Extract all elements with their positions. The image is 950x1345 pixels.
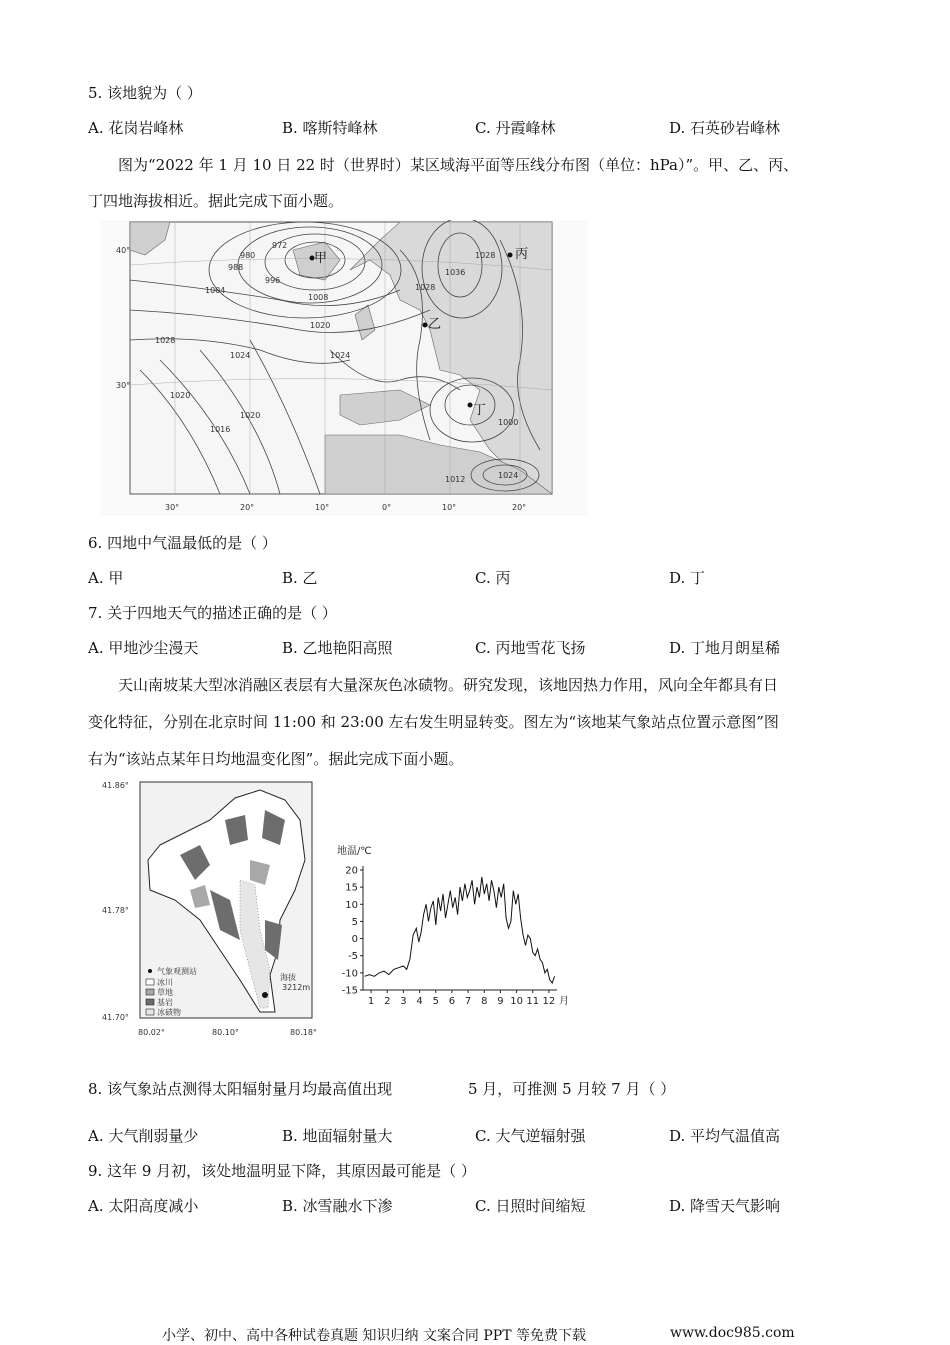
place-marker-ding [468,403,473,408]
legend-label-station: 气象观测站 [157,967,197,976]
map2-lat-label: 41.78° [102,906,129,915]
legend-label-glacier: 冰川 [157,978,173,987]
station-map-svg [100,780,340,1040]
isobar-label: 1004 [205,286,226,295]
isobar-label: 980 [240,251,256,260]
q6-option-d: D. 丁 [669,569,706,587]
chart-xlabel: 月 [559,996,569,1007]
lon-label: 30° [165,503,180,512]
isobar-label: 972 [272,241,288,250]
map2-lon-label: 80.02° [138,1028,165,1037]
footer-text: 小学、初中、高中各种试卷真题 知识归纳 文案合同 PPT 等免费下载 [162,1328,586,1344]
map2-lat-label: 41.86° [102,781,129,790]
map2-lon-label: 80.18° [290,1028,317,1037]
q9-option-a: A. 太阳高度减小 [88,1197,199,1215]
q8-stem-continued: 5 月，可推测 5 月较 7 月（ ） [468,1080,676,1098]
x-tick-label: 9 [497,996,504,1007]
intro1-line2: 丁四地海拔相近。据此完成下面小题。 [88,192,344,210]
q5-option-a: A. 花岗岩峰林 [88,119,184,137]
legend-swatch-moraine [146,1009,154,1015]
q6-stem: 6. 四地中气温最低的是（ ） [88,534,277,552]
y-tick-label: 0 [351,934,358,946]
x-tick-label: 7 [464,996,472,1007]
lat-label: 30° [116,381,131,390]
intro2-line2: 变化特征，分别在北京时间 11:00 和 23:00 左右发生明显转变。图左为“该地某气象站点位置示意图”图 [88,713,779,731]
isobar-label: 1024 [498,471,519,480]
lat-label: 40° [116,246,131,255]
isobar-map [100,220,588,516]
isobar-label: 1016 [210,425,231,434]
x-tick-label: 8 [481,996,488,1007]
x-tick-label: 4 [416,996,423,1007]
x-tick-label: 5 [432,996,439,1007]
isobar-label: 1020 [310,321,331,330]
isobar-label: 1020 [240,411,261,420]
q8-option-c: C. 大气逆辐射强 [475,1127,586,1145]
intro2-line3: 右为“该站点某年日均地温变化图”。据此完成下面小题。 [88,750,464,768]
place-label-bing: 丙 [515,247,529,262]
footer-url[interactable]: www.doc985.com [670,1325,795,1341]
q5-option-d: D. 石英砂岩峰林 [669,119,781,137]
x-tick-label: 11 [526,996,540,1007]
legend-swatch-station [148,969,152,973]
legend-swatch-bedrock [146,999,154,1005]
intro2-line1: 天山南坡某大型冰消融区表层有大量深灰色冰碛物。研究发现，该地因热力作用，风向全年都具有日 [118,676,779,694]
q6-option-a: A. 甲 [88,569,124,587]
place-label-yi: 乙 [428,317,442,332]
q5-stem: 5. 该地貌为（ ） [88,84,202,102]
lon-label: 10° [442,503,457,512]
q9-option-b: B. 冰雪融水下渗 [282,1197,393,1215]
isobar-label: 1028 [475,251,496,260]
chart-ylabel: 地温/℃ [337,846,372,857]
y-tick-label: 20 [345,865,358,877]
legend-label-bedrock: 基岩 [157,998,173,1007]
q6-option-b: B. 乙 [282,569,318,587]
q6-option-c: C. 丙 [475,569,511,587]
map2-lat-label: 41.70° [102,1013,129,1022]
ground-temp-chart-svg [335,840,575,1015]
isobar-label: 1012 [445,475,466,484]
isobar-label: 1024 [230,351,251,360]
isobar-label: 1000 [498,418,519,427]
isobar-label: 1036 [445,268,466,277]
lon-label: 0° [382,503,392,512]
x-tick-label: 12 [542,996,556,1007]
lon-label: 10° [315,503,330,512]
isobar-label: 1028 [155,336,176,345]
legend-swatch-glacier [146,979,154,985]
isobar-label: 1020 [170,391,191,400]
q7-option-d: D. 丁地月朗星稀 [669,639,781,657]
legend-swatch-grassland [146,989,154,995]
isobar-label: 1008 [308,293,329,302]
y-tick-label: -15 [341,985,358,997]
chart-x-ticks [368,990,555,1007]
isobar-label: 996 [265,276,281,285]
q8-option-a: A. 大气削弱量少 [88,1127,199,1145]
isobar-label: 1024 [330,351,351,360]
place-marker-bing [508,253,513,258]
isobar-label: 1028 [415,283,436,292]
q9-stem: 9. 这年 9 月初，该处地温明显下降，其原因最可能是（ ） [88,1162,476,1180]
y-tick-label: 10 [345,899,358,911]
lon-label: 20° [512,503,527,512]
place-label-ding: 丁 [473,403,487,418]
place-label-jia: 甲 [314,251,328,266]
q7-option-c: C. 丙地雪花飞扬 [475,639,586,657]
chart-series-line [365,877,555,983]
map2-lon-label: 80.10° [212,1028,239,1037]
q8-stem: 8. 该气象站点测得太阳辐射量月均最高值出现 [88,1080,393,1098]
lon-label: 20° [240,503,255,512]
isobar-label: 988 [228,263,244,272]
q5-option-c: C. 丹霞峰林 [475,119,556,137]
q9-option-c: C. 日照时间缩短 [475,1197,586,1215]
legend-label-grassland: 草地 [157,988,173,997]
q7-option-a: A. 甲地沙尘漫天 [88,639,199,657]
weather-station-marker [262,992,268,998]
x-tick-label: 6 [448,996,456,1007]
y-tick-label: -10 [341,968,358,980]
x-tick-label: 10 [510,996,523,1007]
q7-stem: 7. 关于四地天气的描述正确的是（ ） [88,604,337,622]
intro1-line1: 图为“2022 年 1 月 10 日 22 时（世界时）某区域海平面等压线分布图（单位：hPa）”。甲、乙、丙、 [118,156,799,174]
y-tick-label: 15 [345,882,358,894]
elevation-value: 3212m [282,983,311,992]
x-tick-label: 2 [384,996,391,1007]
q8-option-b: B. 地面辐射量大 [282,1127,393,1145]
isobar-map-svg [100,220,588,516]
elevation-label: 海拔 [280,973,296,982]
x-tick-label: 1 [367,996,375,1007]
ground-temp-chart [335,840,575,1015]
y-tick-label: 5 [351,916,358,928]
x-tick-label: 3 [400,996,407,1007]
q5-option-b: B. 喀斯特峰林 [282,119,378,137]
q8-option-d: D. 平均气温值高 [669,1127,781,1145]
q7-option-b: B. 乙地艳阳高照 [282,639,393,657]
q9-option-d: D. 降雪天气影响 [669,1197,781,1215]
legend-label-moraine: 冰碛物 [157,1008,181,1017]
y-tick-label: -5 [348,951,358,963]
chart-y-ticks [342,866,363,997]
place-marker-yi [423,323,428,328]
station-map [100,780,340,1040]
